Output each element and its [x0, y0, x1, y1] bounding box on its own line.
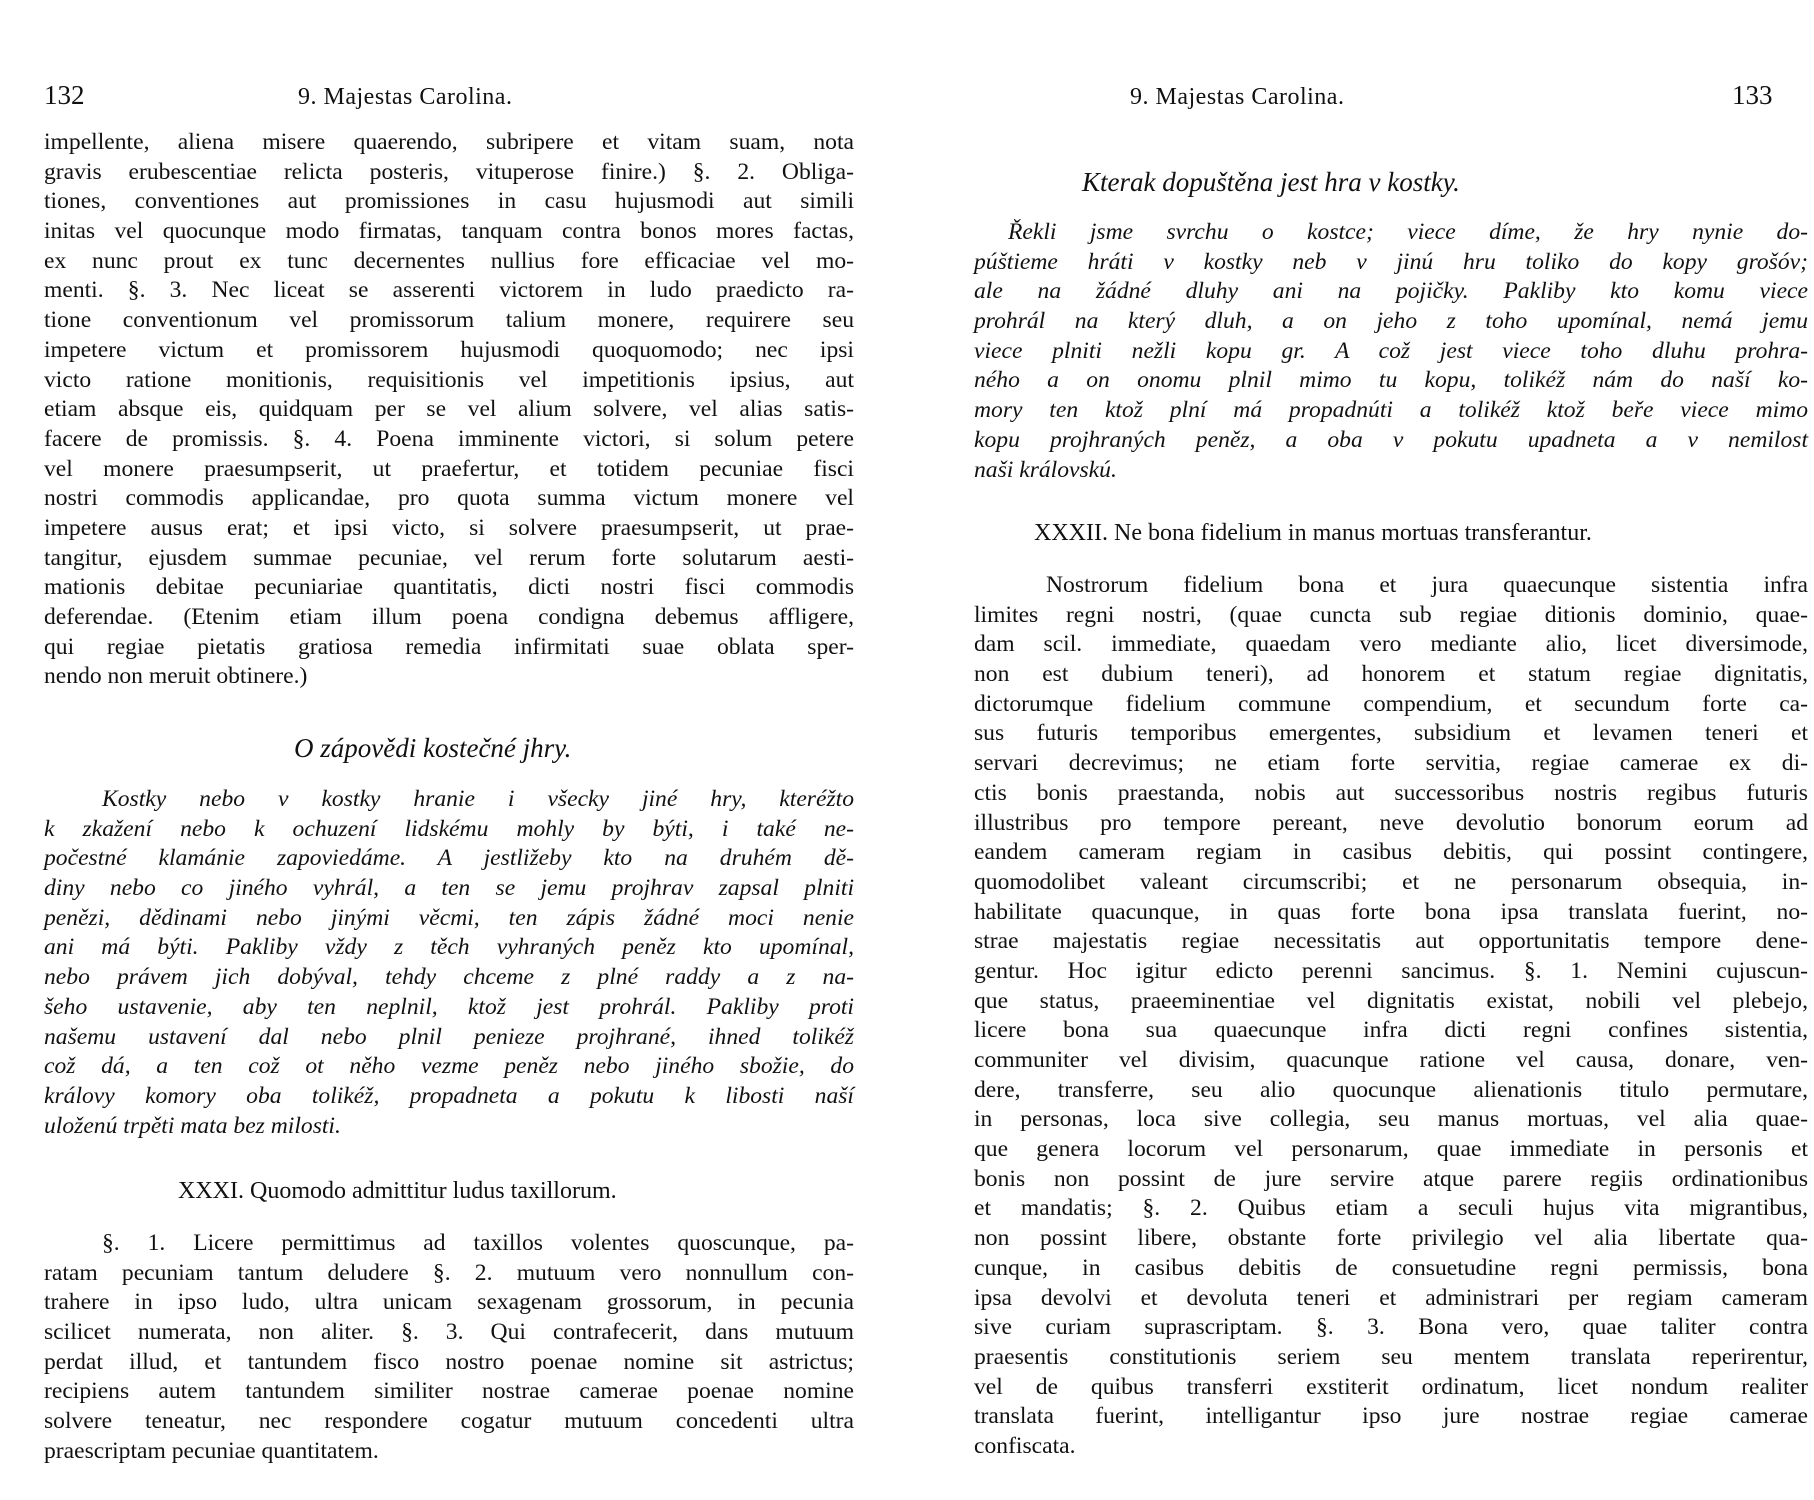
- text-line: impetere ausus erat; et ipsi victo, si solvere praesumpserit, ut prae-: [44, 514, 854, 541]
- text-line: sus futuris temporibus emergentes, subsidium et levamen teneri et: [974, 720, 1808, 747]
- text-line: menti. §. 3. Nec liceat se asserenti victorem in ludo praedicto ra-: [44, 277, 854, 304]
- text-line: sive curiam suprascriptam. §. 3. Bona vero, quae taliter contra: [974, 1314, 1808, 1341]
- text-line: ratam pecuniam tantum deludere §. 2. mutuum vero nonnullum con-: [44, 1259, 854, 1286]
- text-line: púštieme hráti v kostky neb v jinú hru toliko do kopy grošóv;: [974, 248, 1808, 275]
- text-line: impetere victum et promissorem hujusmodi quoquomodo; nec ipsi: [44, 336, 854, 363]
- text-line: solvere teneatur, nec respondere cogatur mutuum concedenti ultra: [44, 1408, 854, 1435]
- text-line: šeho ustavenie, aby ten neplnil, ktož jest prohrál. Pakliby proti: [44, 993, 854, 1020]
- text-line: což dá, a ten což ot něho vezme peněz nebo jiného sbožie, do: [44, 1053, 854, 1080]
- text-line: dam scil. immediate, quaedam vero mediante alio, licet diversimode,: [974, 631, 1808, 658]
- text-line: tione conventionum vel promissorum talium monere, requirere seu: [44, 307, 854, 334]
- text-line: našemu ustavení dal nebo plnil penieze projhrané, ihned tolikéž: [44, 1023, 854, 1050]
- right-page: [930, 0, 1814, 1500]
- running-head: 9. Majestas Carolina.: [1130, 84, 1345, 110]
- text-line: non possint libere, obstante forte privilegio vel alia libertate qua-: [974, 1225, 1808, 1252]
- text-line: strae majestatis regiae necessitatis aut opportunitatis tempore dene-: [974, 928, 1808, 955]
- text-line: penězi, dědinami nebo jinými věcmi, ten zápis žádné moci nenie: [44, 904, 854, 931]
- text-line: facere de promissis. §. 4. Poena imminente victori, si solum petere: [44, 425, 854, 452]
- text-line: Řekli jsme svrchu o kostce; viece díme, že hry nynie do-: [1008, 219, 1808, 245]
- page-number: 133: [1732, 80, 1773, 110]
- text-line: kopu projhraných peněz, a oba v pokutu upadneta a v nemilost: [974, 426, 1808, 453]
- text-line: scilicet numerata, non aliter. §. 3. Qui contrafecerit, dans mutuum: [44, 1319, 854, 1346]
- text-line: Kostky nebo v kostky hranie i všecky jiné hry, kteréžto: [102, 786, 854, 812]
- text-line: gravis erubescentiae relicta posteris, vituperose finire.) §. 2. Obliga-: [44, 158, 854, 185]
- text-line: královy komory oba tolikéž, propadneta a pokutu k libosti naší: [44, 1082, 854, 1109]
- text-line: ale na žádné dluhy ani na pojičky. Pakliby kto komu viece: [974, 278, 1808, 305]
- text-line: mationis debitae pecuniariae quantitatis, dicti nostri fisci commodis: [44, 574, 854, 601]
- text-line: qui regiae pietatis gratiosa remedia infirmitati suae oblata sper-: [44, 633, 854, 660]
- text-line: ctis bonis praestanda, nobis aut successoribus nostris regibus futuris: [974, 779, 1808, 806]
- text-line: illustribus pro tempore pereant, neve devolutio bonorum eorum ad: [974, 809, 1808, 836]
- czech-heading: Kterak dopuštěna jest hra v kostky.: [1082, 167, 1460, 197]
- text-line: communiter vel divisim, quacunque ratione vel causa, donare, ven-: [974, 1047, 1808, 1073]
- text-line: habilitate quacunque, in quas forte bona ipsa translata fuerint, no-: [974, 898, 1808, 925]
- text-line: in personas, loca sive collegia, seu manus mortuas, vel alia quae-: [974, 1106, 1808, 1133]
- text-line: vel monere praesumpserit, ut praefertur, et totidem pecuniae fisci: [44, 455, 854, 482]
- left-page: [0, 0, 900, 1500]
- text-line: prohrál na který dluh, a on jeho z toho upomínal, nemá jemu: [974, 308, 1808, 335]
- text-line: tangitur, ejusdem summae pecuniae, vel rerum forte solutarum aesti-: [44, 544, 854, 571]
- text-line: quomodolibet valeant circumscribi; et ne personarum obsequia, in-: [974, 868, 1808, 895]
- text-line: victo ratione monitionis, requisitionis vel impetitionis ipsius, aut: [44, 366, 854, 393]
- text-line: nendo non meruit obtinere.): [44, 663, 308, 690]
- text-line: nebo právem jich dobýval, tehdy chceme z plné raddy a z na-: [44, 964, 854, 991]
- text-line: initas vel quocunque modo firmatas, tanquam contra bonos mores factas,: [44, 218, 854, 245]
- text-line: perdat illud, et tantundem fisco nostro poenae nomine sit astrictus;: [44, 1348, 854, 1375]
- text-line: trahere in ipso ludo, ultra unicam sexagenam grossorum, in pecunia: [44, 1289, 854, 1316]
- text-line: ex nunc prout ex tunc decernentes nullius fore efficaciae vel mo-: [44, 247, 854, 274]
- czech-heading: O zápovědi kostečné jhry.: [294, 733, 572, 763]
- latin-paragraph-2: [44, 1229, 854, 1467]
- text-line: ani má býti. Pakliby vždy z těch vyhraných peněz kto upomínal,: [44, 934, 854, 961]
- text-line: cunque, in casibus debitis de consuetudine regni permissis, bona: [974, 1254, 1808, 1281]
- text-line: k zkažení nebo k ochuzení lidskému mohly by býti, i také ne-: [44, 815, 854, 842]
- text-line: viece plniti nežli kopu gr. A což jest viece toho dluhu prohra-: [974, 337, 1808, 364]
- text-line: vel de quibus transferri exstiterit ordinatum, licet nondum realiter: [974, 1373, 1808, 1400]
- czech-paragraph: [974, 218, 1808, 485]
- text-line: que status, praeeminentiae vel dignitatis existat, nobili vel plebejo,: [974, 987, 1808, 1014]
- text-line: nostri commodis applicandae, pro quota summa victum monere vel: [44, 485, 854, 512]
- text-line: et mandatis; §. 2. Quibus etiam a seculi hujus vita migrantibus,: [974, 1195, 1808, 1222]
- text-line: eandem cameram regiam in casibus debitis, qui possint contingere,: [974, 839, 1808, 866]
- text-line: tiones, conventiones aut promissiones in casu hujusmodi aut simili: [44, 188, 854, 215]
- page-number: 132: [44, 80, 85, 110]
- text-line: §. 1. Licere permittimus ad taxillos volentes quoscunque, pa-: [102, 1230, 854, 1256]
- text-line: Nostrorum fidelium bona et jura quaecunque sistentia infra: [1046, 572, 1808, 598]
- text-line: mory ten ktož plní má propadnúti a tolikéž ktož beře viece mimo: [974, 397, 1808, 424]
- text-line: bonis non possint de jure servire atque parere regiis ordinationibus: [974, 1165, 1808, 1192]
- text-line: que genera locorum vel personarum, quae immediate in personis et: [974, 1136, 1808, 1163]
- text-line: gentur. Hoc igitur edicto perenni sancimus. §. 1. Nemini cujuscun-: [974, 957, 1808, 984]
- text-line: uloženú trpěti mata bez milosti.: [44, 1112, 341, 1139]
- running-head: 9. Majestas Carolina.: [298, 84, 513, 110]
- text-line: diny nebo co jiného vyhrál, a ten se jemu projhrav zapsal plniti: [44, 875, 854, 902]
- latin-paragraph-1: [44, 128, 854, 692]
- czech-paragraph: [44, 785, 854, 1141]
- text-line: deferendae. (Etenim etiam illum poena condigna debemus affligere,: [44, 604, 854, 630]
- section-heading-xxxi: XXXI. Quomodo admittitur ludus taxillorum.: [178, 1178, 617, 1204]
- text-line: licere bona sua quaecunque infra dicti regni confines sistentia,: [974, 1017, 1808, 1044]
- text-line: dictorumque fidelium commune compendium, et secundum forte ca-: [974, 690, 1808, 717]
- text-line: servari decrevimus; ne etiam forte servitia, regiae camerae ex di-: [974, 750, 1808, 777]
- text-line: etiam absque eis, quidquam per se vel alium solvere, vel alias satis-: [44, 396, 854, 423]
- text-line: naši královskú.: [974, 456, 1117, 483]
- latin-paragraph: [974, 571, 1808, 1462]
- text-line: recipiens autem tantundem similiter nostrae camerae poenae nomine: [44, 1378, 854, 1405]
- text-line: translata fuerint, intelligantur ipso jure nostrae regiae camerae: [974, 1403, 1808, 1430]
- text-line: dere, transferre, seu alio quocunque alienationis titulo permutare,: [974, 1076, 1808, 1103]
- text-line: počestné klamánie zapoviedáme. A jestližeby kto na druhém dě-: [44, 845, 854, 872]
- text-line: non est dubium teneri), ad honorem et statum regiae dignitatis,: [974, 661, 1808, 688]
- text-line: ného a on onomu plnil mimo tu kopu, tolikéž nám do naší ko-: [974, 367, 1808, 394]
- section-heading-xxxii: XXXII. Ne bona fidelium in manus mortuas transferantur.: [1034, 520, 1592, 546]
- text-line: praescriptam pecuniae quantitatem.: [44, 1437, 379, 1464]
- text-line: impellente, aliena misere quaerendo, subripere et vitam suam, nota: [44, 129, 854, 155]
- text-line: limites regni nostri, (quae cuncta sub regiae ditionis dominio, quae-: [974, 601, 1808, 628]
- text-line: praesentis constitutionis seriem seu mentem translata reperirentur,: [974, 1343, 1808, 1370]
- text-line: confiscata.: [974, 1432, 1076, 1459]
- text-line: ipsa devolvi et devoluta teneri et administrari per regiam cameram: [974, 1284, 1808, 1311]
